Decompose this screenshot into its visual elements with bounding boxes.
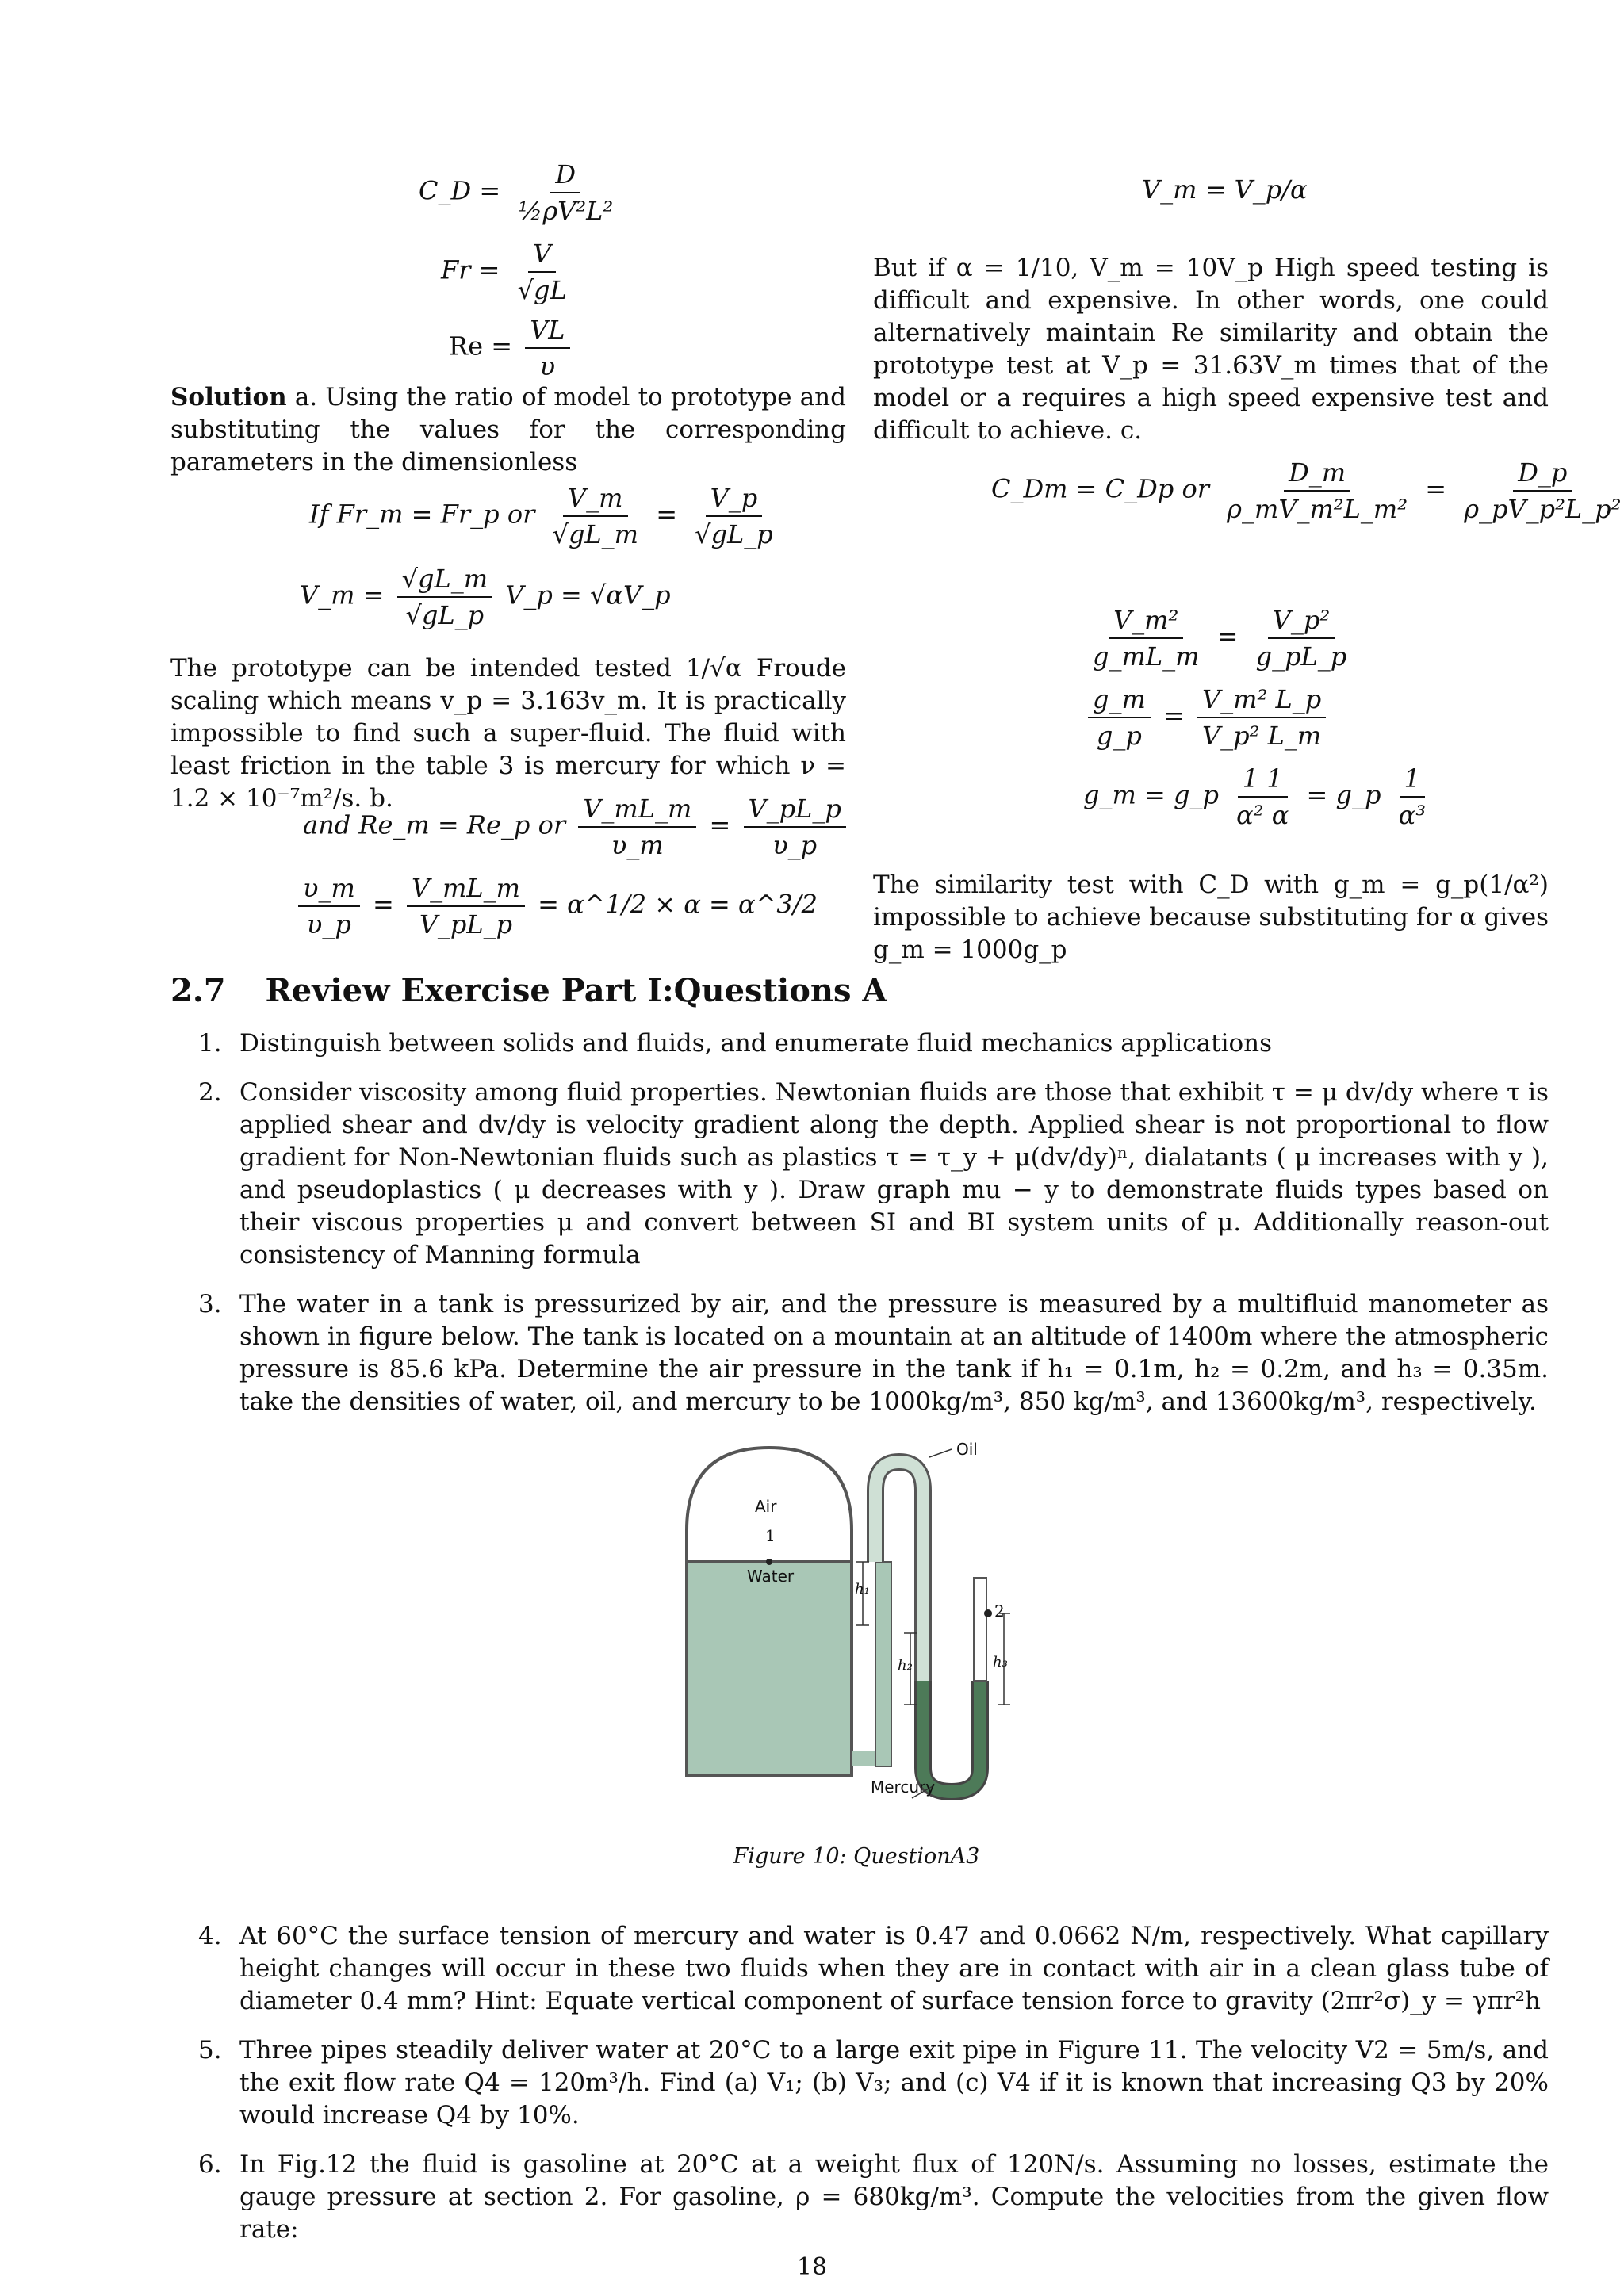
- question-text: In Fig.12 the fluid is gasoline at 20°C at a weight flux of 120N/s. Assuming no losses, estimate the gauge pressure at section 2. For gasoline, ρ = 680kg/m³. Compute the velocities from the given flow rate:: [239, 2150, 1549, 2244]
- point-2-marker: [984, 1609, 992, 1617]
- question-number: 3.: [198, 1290, 222, 1318]
- reynolds-similarity-eq: and Re_m = Re_p or $\frac{V\_mL\_m}{\upsilon\_m}$ = $\frac{V\_pL\_p}{\upsilon\_p}$: [303, 793, 851, 861]
- air-label: Air: [755, 1497, 777, 1516]
- question-text: Distinguish between solids and fluids, and enumerate fluid mechanics applications: [239, 1029, 1273, 1058]
- h1-label: h₁: [855, 1581, 870, 1598]
- vm-alpha-eq: V_m = V_p/α: [1142, 174, 1308, 205]
- oil-leader-line: [929, 1449, 952, 1457]
- re-definition: Re = $\frac{VL}{\upsilon}$: [449, 314, 575, 382]
- h2-label: h₂: [898, 1657, 913, 1674]
- manometer-diagram: [682, 1443, 1063, 1808]
- question-item: [198, 1288, 1549, 1418]
- question-number: 4.: [198, 1922, 222, 1950]
- velocity-ratio-eq: $\frac{\upsilon\_m}{\upsilon\_p}$ = $\frac{V\_mL\_m}{V\_pL\_p}$ = α^1/2 × α = α^3/2: [293, 872, 818, 940]
- high-speed-paragraph: But if α = 1/10, V_m = 10V_p High speed testing is difficult and expensive. In other words, one could alternatively maintain Re similarity and obtain the prototype test at V_p = 31.63V_m times that of the model or a requires a high speed expensive test and difficult to achieve. c.: [873, 254, 1549, 445]
- question-number: 2.: [198, 1078, 222, 1107]
- questions-top-list: [198, 1027, 1549, 1435]
- tank-water-region: [687, 1562, 852, 1776]
- manometer-figure: [682, 1440, 1063, 1808]
- figure-caption: Figure 10: QuestionA3: [733, 1844, 980, 1869]
- cd-fraction: $\frac{D}{\text{½ρV²L²}}$: [518, 159, 614, 226]
- question-number: 5.: [198, 2036, 222, 2064]
- question-item: [198, 1920, 1549, 2018]
- cd-definition: [419, 159, 622, 227]
- questions-bottom-list: [198, 1920, 1549, 2263]
- point-2-label: 2: [994, 1601, 1005, 1621]
- gravity-eq-2: $\frac{g\_m}{g\_p}$ = $\frac{\text{V\_m² L\_p}}{\text{V\_p² L\_m}}$: [1083, 683, 1331, 752]
- prototype-paragraph: The prototype can be intended tested 1/√α Froude scaling which means v_p = 3.163v_m. It is practically impossible to find such a super-fluid. The fluid with least friction in the table 3 is mercury for which ν = 1.2 × 10⁻⁷m²/s. b.: [170, 654, 846, 813]
- vm-froude-eq: V_m = $\frac{√gL\_m}{√gL\_p}$ V_p = √αV_p: [300, 564, 671, 630]
- fr-definition: Fr = $\frac{V}{√gL}$: [441, 239, 567, 305]
- froude-similarity-eq: If Fr_m = Fr_p or $\frac{V\_m}{√gL\_m}$ = $\frac{V\_p}{√gL\_p}$: [309, 483, 773, 549]
- water-label: Water: [747, 1567, 795, 1586]
- question-text: Consider viscosity among fluid properties. Newtonian fluids are those that exhibit τ = μ dv/dy where τ is applied shear and dv/dy is velocity gradient along the depth. Applied shear is not proportional to flow gradient for Non-Newtonian fluids such as plastics τ = τ_y + μ(dv/dy)ⁿ, dialatants ( μ increases with y ), and pseudoplastics ( μ decreases with y ). Draw graph mu − y to demonstrate fluids types based on their viscous properties μ and convert between SI and BI system units of μ. Additionally reason-out consistency of Manning formula: [239, 1078, 1549, 1269]
- section-heading: [170, 972, 887, 1009]
- connector-pipe: [852, 1751, 875, 1766]
- question-item: [198, 1077, 1549, 1272]
- gravity-eq-3: g_m = g_p $\frac{1 1}{\text{α² α}}$ = g_p $\frac{1}{\text{α³}}$: [1083, 763, 1427, 830]
- section-number: 2.7: [170, 972, 226, 1009]
- oil-label: Oil: [956, 1440, 978, 1459]
- mercury-label: Mercury: [871, 1777, 936, 1797]
- point-1-marker: [766, 1559, 772, 1565]
- page-number: 18: [796, 2253, 828, 2281]
- question-item: [198, 2034, 1549, 2132]
- gravity-eq-1: $\frac{\text{V\_m²}}{g\_mL\_m}$ = $\frac{\text{V\_p²}}{g\_pL\_p}$: [1093, 605, 1347, 672]
- cd-lhs: C_D =: [419, 175, 501, 206]
- h3-label: h₃: [993, 1654, 1008, 1670]
- question-item: [198, 2149, 1549, 2246]
- section-title: Review Exercise Part I:Questions A: [265, 972, 887, 1009]
- open-tube: [974, 1578, 986, 1681]
- question-number: 6.: [198, 2150, 222, 2179]
- question-number: 1.: [198, 1029, 222, 1058]
- question-text: Three pipes steadily deliver water at 20°C to a large exit pipe in Figure 11. The velocity V2 = 5m/s, and the exit flow rate Q4 = 120m³/h. Find (a) V₁; (b) V₃; and (c) V4 if it is known that increasing Q3 by 20% would increase Q4 by 10%.: [239, 2036, 1549, 2130]
- point-1-label: 1: [765, 1526, 776, 1545]
- similarity-paragraph: The similarity test with C_D with g_m = g_p(1/α²) impossible to achieve because substituting for α gives g_m = 1000g_p: [873, 871, 1549, 964]
- question-text: The water in a tank is pressurized by air, and the pressure is measured by a multifluid manometer as shown in figure below. The tank is located on a mountain at an altitude of 1400m where the atmospheric pressure is 85.6 kPa. Determine the air pressure in the tank if h₁ = 0.1m, h₂ = 0.2m, and h₃ = 0.35m. take the densities of water, oil, and mercury to be 1000kg/m³, 850 kg/m³, and 13600kg/m³, respectively.: [239, 1290, 1549, 1416]
- question-item: [198, 1027, 1549, 1060]
- mercury-u-outline: [923, 1681, 980, 1792]
- cd-similarity-eq: C_Dm = C_Dp or $\frac{D\_m}{\text{ρ\_mV\_m²L\_m²}}$ = $\frac{D\_p}{\text{ρ\_pV\_p²L\_p²}}$: [991, 457, 1622, 524]
- question-text: At 60°C the surface tension of mercury and water is 0.47 and 0.0662 N/m, respectively. What capillary height changes will occur in these two fluids when they are in contact with air in a clean glass tube of diameter 0.4 mm? Hint: Equate vertical component of surface tension force to gravity (2πr²σ)_y = γπr²h: [239, 1922, 1549, 2015]
- first-leg-water: [875, 1562, 891, 1766]
- solution-a-paragraph: Solution a. Using the ratio of model to prototype and substituting the values for the corresponding parameters in the dimensionless: [170, 383, 846, 476]
